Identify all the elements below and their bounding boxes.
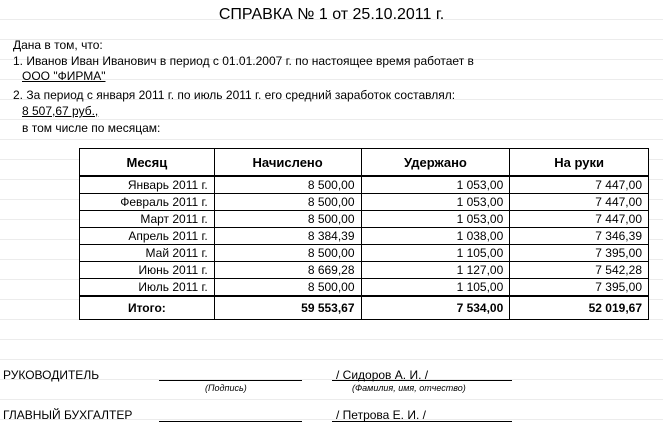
monthly-note: в том числе по месяцам: [22, 121, 161, 135]
cell-withheld: 1 053,00 [361, 211, 510, 228]
head-signature-line [159, 380, 302, 381]
organization-name: ООО "ФИРМА" [22, 69, 106, 83]
salary-table [79, 148, 649, 320]
cell-net: 7 447,00 [510, 176, 649, 194]
table-row [80, 245, 649, 262]
total-withheld: 7 534,00 [361, 296, 510, 320]
cell-month: Март 2011 г. [80, 211, 215, 228]
total-net: 52 019,67 [510, 296, 649, 320]
table-row [80, 228, 649, 245]
table-row [80, 279, 649, 297]
item1-text: 1. Иванов Иван Иванович в период с 01.01.2007 г. по настоящее время работает в [13, 54, 474, 68]
total-label: Итого: [80, 296, 215, 320]
cell-accrued: 8 500,00 [214, 176, 361, 194]
table-row [80, 194, 649, 211]
table-row [80, 262, 649, 279]
cell-withheld: 1 105,00 [361, 245, 510, 262]
cell-net: 7 395,00 [510, 245, 649, 262]
average-salary: 8 507,67 руб., [22, 104, 99, 118]
cell-withheld: 1 127,00 [361, 262, 510, 279]
cell-month: Февраль 2011 г. [80, 194, 215, 211]
cell-month: Январь 2011 г. [80, 176, 215, 194]
header-month: Месяц [80, 149, 215, 177]
cell-withheld: 1 038,00 [361, 228, 510, 245]
accountant-signature-line [159, 421, 302, 422]
cell-accrued: 8 669,28 [214, 262, 361, 279]
intro-text: Дана в том, что: [13, 38, 103, 52]
head-name-hint: (Фамилия, имя, отчество) [352, 383, 466, 393]
header-accrued: Начислено [214, 149, 361, 177]
document-title: СПРАВКА № 1 от 25.10.2011 г. [218, 6, 445, 23]
cell-net: 7 542,28 [510, 262, 649, 279]
cell-accrued: 8 384,39 [214, 228, 361, 245]
head-label: РУКОВОДИТЕЛЬ [3, 368, 100, 382]
table-row [80, 211, 649, 228]
table-header-row [80, 149, 649, 177]
cell-accrued: 8 500,00 [214, 279, 361, 297]
cell-accrued: 8 500,00 [214, 194, 361, 211]
cell-net: 7 395,00 [510, 279, 649, 297]
cell-accrued: 8 500,00 [214, 245, 361, 262]
header-withheld: Удержано [361, 149, 510, 177]
head-name-line [332, 380, 512, 381]
table-total-row [80, 296, 649, 320]
cell-accrued: 8 500,00 [214, 211, 361, 228]
head-name: / Сидоров А. И. / [336, 368, 429, 382]
cell-withheld: 1 105,00 [361, 279, 510, 297]
total-accrued: 59 553,67 [214, 296, 361, 320]
table-row [80, 176, 649, 194]
accountant-name-line [332, 421, 512, 422]
cell-month: Июнь 2011 г. [80, 262, 215, 279]
cell-month: Июль 2011 г. [80, 279, 215, 297]
cell-month: Май 2011 г. [80, 245, 215, 262]
cell-month: Апрель 2011 г. [80, 228, 215, 245]
cell-withheld: 1 053,00 [361, 176, 510, 194]
cell-withheld: 1 053,00 [361, 194, 510, 211]
cell-net: 7 447,00 [510, 211, 649, 228]
head-signature-hint: (Подпись) [205, 383, 247, 393]
item2-text: 2. За период с января 2011 г. по июль 2011 г. его средний заработок составлял: [13, 88, 456, 102]
header-net: На руки [510, 149, 649, 177]
cell-net: 7 447,00 [510, 194, 649, 211]
accountant-name: / Петрова Е. И. / [336, 408, 426, 422]
cell-net: 7 346,39 [510, 228, 649, 245]
accountant-label: ГЛАВНЫЙ БУХГАЛТЕР [3, 408, 133, 422]
